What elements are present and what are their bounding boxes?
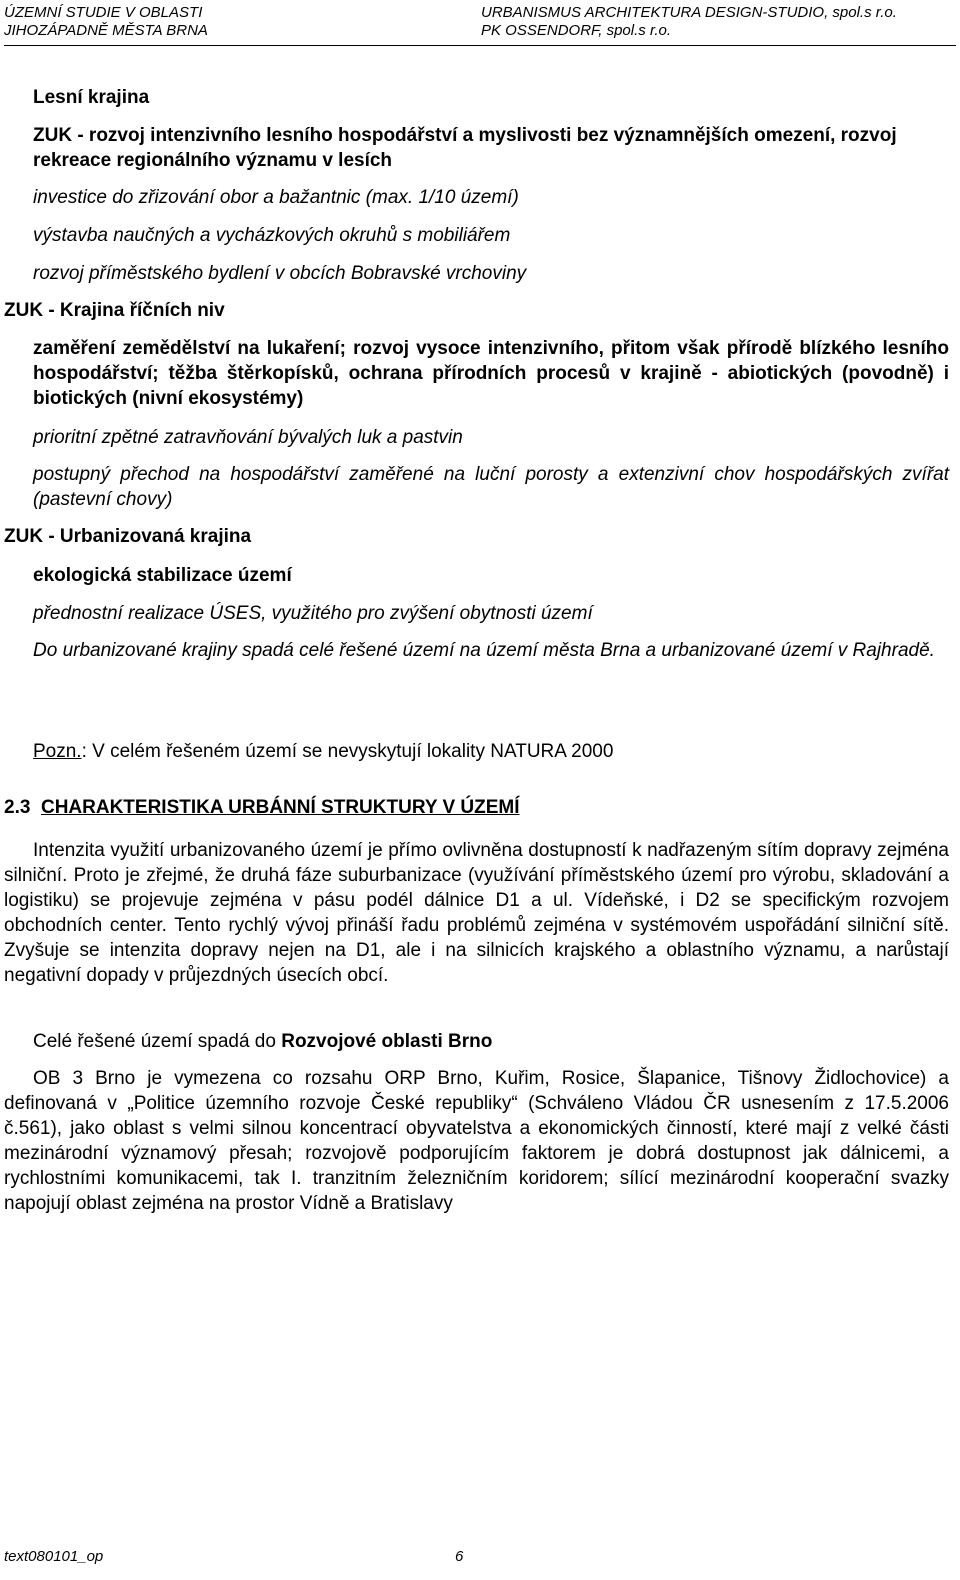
note: [33, 739, 933, 764]
rozvojova-oblast-brno: Rozvojové oblasti Brno: [281, 1031, 493, 1052]
paragraph-1: Intenzita využití urbanizovaného území je přímo ovlivněna dostupností k nadřazeným sítím dopravy zejména silniční. Proto je zřejmé, že druhá fáze suburbanizace (využívání příměstského území pro výrobu, skladování a logistiku) se projevuje zejména v pásu podél dálnice D1 a ul. Vídeňské, i D2 se specifickým rozvojem obchodních center. Tento rychlý vývoj přináší řadu problémů zejména v systémovém uspořádání silniční sítě. Zvyšuje se intenzita dopravy nejen na D1, ale i na silnicích krajského a oblastního významu, a narůstají negativní dopady v průjezdných úsecích obcí.: [4, 840, 949, 986]
section-number: 2.3: [4, 797, 31, 818]
header-left-line1: ÚZEMNÍ STUDIE V OBLASTI: [4, 4, 203, 21]
paragraph-2-prefix: Celé řešené území spadá do: [33, 1031, 282, 1052]
section-heading: [4, 795, 904, 820]
zuk1-item-3: rozvoj příměstského bydlení v obcích Bobravské vrchoviny: [33, 263, 527, 284]
note-label: Pozn.: [33, 741, 82, 762]
section-title: CHARAKTERISTIKA URBÁNNÍ STRUKTURY V ÚZEMÍ: [40, 797, 520, 818]
zuk3-item-1: přednostní realizace ÚSES, využitého pro zvýšení obytnosti území: [33, 603, 593, 624]
zuk3-item-2: Do urbanizované krajiny spadá celé řešené území na území města Brna a urbanizované území v Rajhradě.: [33, 640, 935, 661]
footer-page-number: 6: [455, 1548, 464, 1565]
note-text: : V celém řešeném území se nevyskytují lokality NATURA 2000: [81, 741, 614, 762]
zuk2-item-2: postupný přechod na hospodářství zaměřené na luční porosty a extenzivní chov hospodářských zvířat (pastevní chovy): [33, 464, 949, 510]
header-left: [4, 4, 208, 40]
zuk2-bold-text: zaměření zemědělství na lukaření; rozvoj vysoce intenzivního, přitom však přírodě blízkého lesního hospodářství; těžba štěrkopísků, ochrana přírodních procesů v krajině - abiotických (povodně) i biotických (nivní ekosystémy): [33, 338, 949, 409]
footer-doc-code: text080101_op: [4, 1548, 104, 1565]
lesni-heading: Lesní krajina: [33, 87, 150, 108]
header-left-line2: JIHOZÁPADNĚ MĚSTA BRNA: [4, 22, 208, 39]
paragraph-3: OB 3 Brno je vymezena co rozsahu ORP Brno, Kuřim, Rosice, Šlapanice, Tišnovy Židlochovice) a definovaná v „Politice územního rozvoje České republiky“ (Schváleno Vládou ČR usnesením z 17.5.2006 č.561), jako oblast s velmi silnou koncentrací obyvatelstva a ekonomických činností, které mají z velké části mezinárodní významový přesah; rozvojově podporujícím faktorem je dobrá dostupnost jak dálnicemi, a rychlostními komunikacemi, tak I. tranzitním železničním koridorem; sílící mezinárodní kooperační svazky napojují oblast zejména na prostor Vídně a Bratislavy: [4, 1068, 949, 1214]
zuk3-heading: ZUK - Urbanizovaná krajina: [4, 526, 252, 547]
header-right-line1: URBANISMUS ARCHITEKTURA DESIGN-STUDIO, spol.s r.o.: [481, 4, 897, 21]
zuk1-item-1: investice do zřizování obor a bažantnic (max. 1/10 území): [33, 187, 519, 208]
paragraph-2: [33, 1029, 933, 1054]
header-divider: [4, 45, 956, 46]
zuk2-heading: ZUK - Krajina říčních niv: [4, 300, 225, 321]
header-right-line2: PK OSSENDORF, spol.s r.o.: [481, 22, 672, 39]
zuk2-item-1: prioritní zpětné zatravňování bývalých luk a pastvin: [33, 427, 463, 448]
zuk1-item-2: výstavba naučných a vycházkových okruhů s mobiliářem: [33, 225, 511, 246]
zuk3-bold-text: ekologická stabilizace území: [33, 565, 292, 586]
zuk1-heading: ZUK - rozvoj intenzivního lesního hospodářství a myslivosti bez významnějších omezení, rozvoj rekreace regionálního významu v lesích: [33, 125, 897, 171]
header-right: [481, 4, 897, 40]
